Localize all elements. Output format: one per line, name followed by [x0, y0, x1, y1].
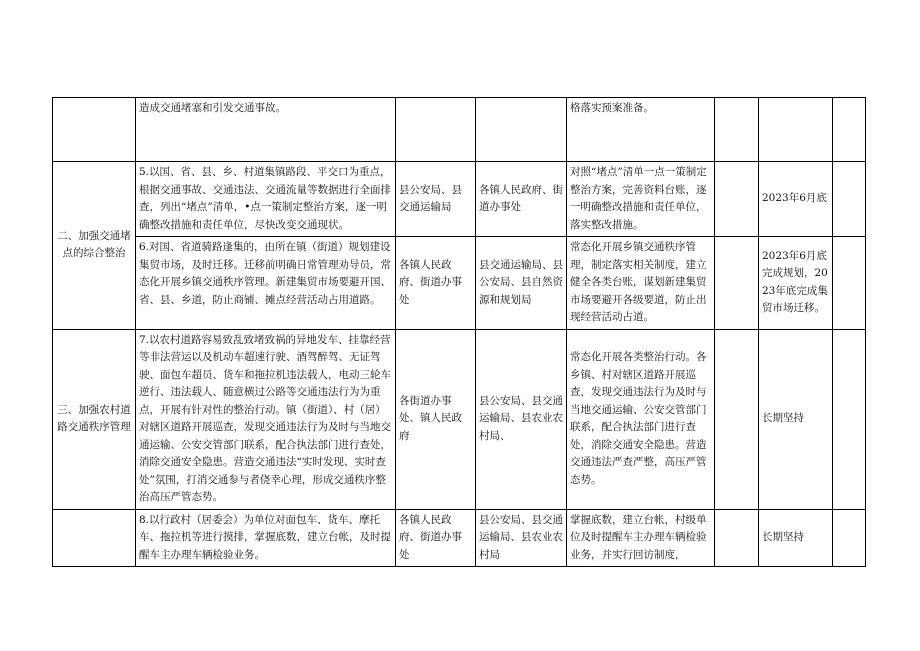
task-cell: 8.以行政村（居委会）为单位对面包车、货车、摩托车、拖拉机等进行摸排，掌握底数，建立台帐，及时提醒车主办理车辆检验业务。: [136, 509, 396, 567]
empty-cell: [715, 329, 759, 509]
measure-cell: 对照“堵点”清单一点一策制定整治方案，完善资料台账，逐一明确整改措施和责任单位，落实整改措施。: [567, 162, 715, 237]
table-row: [53, 98, 866, 162]
coop-unit-cell: 县交通运输局、县公安局、县自然资源和规划局: [476, 237, 567, 330]
empty-cell: [833, 98, 866, 162]
empty-cell: [833, 237, 866, 330]
empty-cell: [715, 237, 759, 330]
category-cell: [53, 98, 136, 162]
empty-cell: [833, 509, 866, 567]
table-row: [53, 509, 866, 567]
deadline-cell: 长期坚持: [759, 509, 833, 567]
lead-unit-cell: [396, 98, 476, 162]
measure-cell: 常态化开展乡镇交通秩序管理，制定落实相关制度，建立健全各类台账，谋划新建集贸市场要避开各级要道，防止出现经营活动占道。: [567, 237, 715, 330]
empty-cell: [715, 98, 759, 162]
task-cell: 造成交通堵塞和引发交通事故。: [136, 98, 396, 162]
task-table: [52, 97, 866, 567]
table-row: [53, 162, 866, 237]
deadline-cell: 2023年6月底: [759, 162, 833, 237]
deadline-cell: 2023年6月底完成规划，2023年底完成集贸市场迁移。: [759, 237, 833, 330]
category-cell: [53, 509, 136, 567]
coop-unit-cell: 县公安局、县交通运输局、县农业农村局: [476, 509, 567, 567]
table-row: [53, 329, 866, 509]
coop-unit-cell: [476, 98, 567, 162]
task-cell: 6.对国、省道骑路逢集的，由所在镇（街道）规划建设集贸市场，及时迁移。迁移前明确日常管理劝导员，常态化开展乡镇交通秩序管理。新建集贸市场要避开国、省、县、乡道，防止商铺、摊点经营活动占用道路。: [136, 237, 396, 330]
coop-unit-cell: 县公安局、县交通运输局、县农业农村局、: [476, 329, 567, 509]
deadline-cell: [759, 98, 833, 162]
measure-cell: 常态化开展各类整治行动。各乡镇、村对辖区道路开展巡查，发现交通违法行为及时与当地交通运输、公安交管部门联系，配合执法部门进行查处，消除交通安全隐患。营造交通违法严查严整，高压严管态势。: [567, 329, 715, 509]
empty-cell: [833, 162, 866, 237]
lead-unit-cell: 县公安局、县交通运输局: [396, 162, 476, 237]
table-row: [53, 237, 866, 330]
task-cell: 7.以农村道路容易致乱致堵致祸的异地发车、挂靠经营等非法营运以及机动车超速行驶、酒驾醉驾、无证驾驶、面包车超员、货车和拖拉机违法载人，电动三轮车逆行、违法载人、随意横过公路等交通违法行为为重点，开展有针对性的整治行动。镇（街道）、村（居）对辖区道路开展巡查，发现交通违法行为及时与当地交通运输、公安交管部门联系，配合执法部门进行查处，消除交通安全隐患。营造交通违法“实时发现、实时查处”氛围，打消交通参与者侥幸心理，形成交通秩序整治高压严管态势。: [136, 329, 396, 509]
empty-cell: [715, 509, 759, 567]
measure-cell: 格落实预案准备。: [567, 98, 715, 162]
task-cell: 5.以国、省、县、乡、村道集镇路段、平交口为重点，根据交通事故、交通违法、交通流量等数据进行全面排查，列出“堵点”清单，•点一策制定整治方案，逐一明确整改措施和责任单位，尽快改变交通现状。: [136, 162, 396, 237]
empty-cell: [715, 162, 759, 237]
lead-unit-cell: 各镇人民政府、街道办事处: [396, 509, 476, 567]
deadline-cell: 长期坚持: [759, 329, 833, 509]
coop-unit-cell: 各镇人民政府、街道办事处: [476, 162, 567, 237]
empty-cell: [833, 329, 866, 509]
measure-cell: 掌握底数，建立台帐，村级单位及时提醒车主办理车辆检验业务，并实行回访制度，: [567, 509, 715, 567]
lead-unit-cell: 各街道办事处、镇人民政府: [396, 329, 476, 509]
lead-unit-cell: 各镇人民政府、街道办事处: [396, 237, 476, 330]
category-cell: 三、加强农村道路交通秩序管理: [53, 329, 136, 509]
category-cell: 二、加强交通堵点的综合整治: [53, 162, 136, 330]
